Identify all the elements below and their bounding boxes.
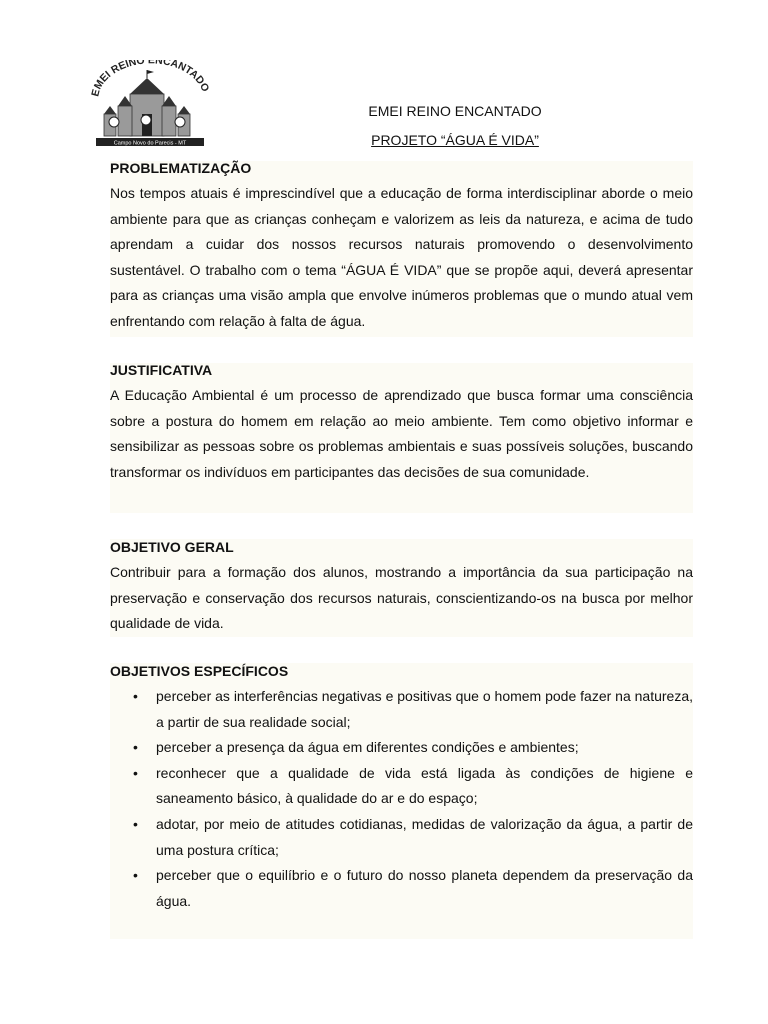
list-item bbox=[110, 684, 693, 735]
section-body: Contribuir para a formação dos alunos, mostrando a importância da sua participação na preservação e conservação dos recursos naturais, conscientizando-os na busca por melhor qualidade de vida. bbox=[110, 564, 693, 632]
bullet-icon: • bbox=[133, 815, 138, 832]
list-item bbox=[110, 761, 693, 812]
list-item-text: adotar, por meio de atitudes cotidianas, medidas de valorização da água, a partir de uma postura crítica; bbox=[156, 815, 693, 858]
bullet-icon: • bbox=[133, 739, 138, 756]
bullet-icon: • bbox=[133, 764, 138, 781]
section-gap bbox=[110, 337, 693, 363]
list-item-text: reconhecer que a qualidade de vida está ligada às condições de higiene e saneamento básico, à qualidade do ar e do espaço; bbox=[156, 764, 693, 807]
logo-title: EMEI REINO ENCANTADO bbox=[89, 60, 210, 98]
section-objetivo-geral bbox=[110, 538, 693, 637]
list-item bbox=[110, 735, 693, 761]
section-problematizacao bbox=[110, 159, 693, 335]
list-item-text: perceber a presença da água em diferentes condições e ambientes; bbox=[156, 739, 579, 756]
section-gap bbox=[110, 637, 693, 663]
bullet-icon: • bbox=[133, 867, 138, 884]
logo-subtitle: Campo Novo do Parecis - MT bbox=[113, 140, 187, 147]
list-item bbox=[110, 863, 693, 914]
bullet-icon: • bbox=[133, 688, 138, 704]
project-title-heading: PROJETO “ÁGUA É VIDA” bbox=[371, 132, 539, 148]
section-body: Nos tempos atuais é imprescindível que a educação de forma interdisciplinar aborde o meio ambiente para que as crianças conheçam e valorizem as leis da natureza, e acima de tudo aprendam a cuidar dos nossos recursos naturais promovendo o desenvolvimento sustentável. O trabalho com o tema “ÁGUA É VIDA” que se propõe aqui, deverá apresentar para as crianças uma visão ampla que envolve inúmeros problemas que o mundo atual vem enfrentando com relação à falta de água. bbox=[110, 185, 693, 329]
section-body: A Educação Ambiental é um processo de aprendizado que busca formar uma consciência sobre a postura do homem em relação ao meio ambiente. Tem como objetivo informar e sensibilizar as pessoas sobre os problemas ambientais e suas possíveis soluções, buscando transformar os indivíduos em participantes das decisões de sua comunidade. bbox=[110, 387, 693, 480]
list-item-text: perceber que o equilíbrio e o futuro do nosso planeta dependem da preservação da água. bbox=[156, 867, 693, 909]
school-name-heading: EMEI REINO ENCANTADO bbox=[368, 103, 542, 119]
school-logo bbox=[86, 60, 210, 152]
list-item bbox=[110, 812, 693, 863]
list-item-text: perceber as interferências negativas e positivas que o homem pode fazer na natureza, a partir de sua realidade social; bbox=[156, 688, 693, 730]
section-gap bbox=[110, 513, 693, 539]
section-objetivos-especificos bbox=[110, 662, 693, 914]
section-justificativa bbox=[110, 361, 693, 485]
objectives-list bbox=[110, 684, 693, 914]
section-title: JUSTIFICATIVA bbox=[110, 362, 213, 378]
section-title: PROBLEMATIZAÇÃO bbox=[110, 160, 252, 176]
section-title: OBJETIVO GERAL bbox=[110, 539, 234, 555]
section-title: OBJETIVOS ESPECÍFICOS bbox=[110, 663, 289, 679]
